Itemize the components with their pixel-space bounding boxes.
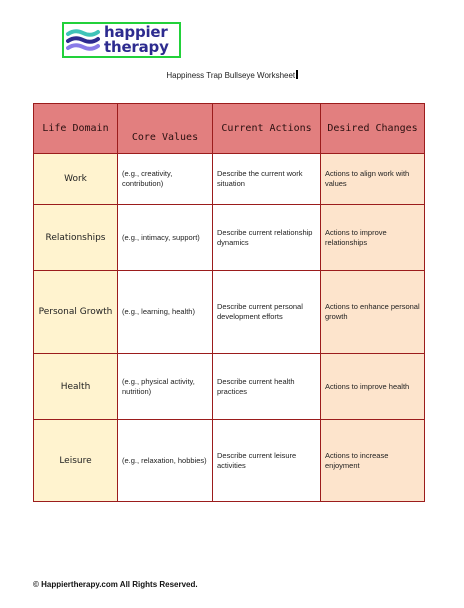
header-current-actions: Current Actions [213, 104, 321, 154]
actions-cell[interactable]: Describe current relationship dynamics [213, 205, 321, 271]
values-cell[interactable]: (e.g., physical activity, nutrition) [118, 354, 213, 420]
domain-cell[interactable]: Relationships [34, 205, 118, 271]
bullseye-worksheet-table [33, 103, 425, 502]
header-core-values: Core Values [118, 104, 213, 154]
wave-logo-icon [66, 28, 100, 54]
copyright-footer: © Happiertherapy.com All Rights Reserved. [33, 580, 198, 589]
happier-therapy-logo[interactable] [62, 22, 181, 58]
values-cell[interactable]: (e.g., learning, health) [118, 271, 213, 354]
changes-cell[interactable]: Actions to increase enjoyment [321, 420, 425, 502]
values-cell[interactable]: (e.g., creativity, contribution) [118, 154, 213, 205]
document-title[interactable] [0, 70, 464, 80]
actions-cell[interactable]: Describe current personal development efforts [213, 271, 321, 354]
domain-cell[interactable]: Health [34, 354, 118, 420]
table-row [34, 354, 425, 420]
domain-cell[interactable]: Leisure [34, 420, 118, 502]
header-life-domain: Life Domain [34, 104, 118, 154]
changes-cell[interactable]: Actions to align work with values [321, 154, 425, 205]
changes-cell[interactable]: Actions to improve health [321, 354, 425, 420]
domain-cell[interactable]: Work [34, 154, 118, 205]
actions-cell[interactable]: Describe current health practices [213, 354, 321, 420]
document-title-text: Happiness Trap Bullseye Worksheet [166, 71, 296, 80]
domain-cell[interactable]: Personal Growth [34, 271, 118, 354]
table-row [34, 205, 425, 271]
logo-line-1: happier [104, 23, 168, 41]
values-cell[interactable]: (e.g., relaxation, hobbies) [118, 420, 213, 502]
logo-wordmark [104, 25, 169, 55]
text-cursor [296, 70, 298, 79]
changes-cell[interactable]: Actions to improve relationships [321, 205, 425, 271]
actions-cell[interactable]: Describe current leisure activities [213, 420, 321, 502]
table-row [34, 420, 425, 502]
values-cell[interactable]: (e.g., intimacy, support) [118, 205, 213, 271]
changes-cell[interactable]: Actions to enhance personal growth [321, 271, 425, 354]
actions-cell[interactable]: Describe the current work situation [213, 154, 321, 205]
table-header-row [34, 104, 425, 154]
header-desired-changes: Desired Changes [321, 104, 425, 154]
table-row [34, 271, 425, 354]
logo-line-2: therapy [104, 38, 169, 56]
table-row [34, 154, 425, 205]
